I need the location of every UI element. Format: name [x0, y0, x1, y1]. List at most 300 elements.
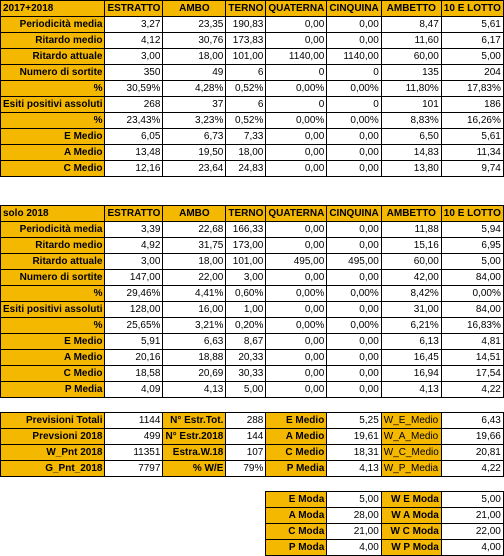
summary-label[interactable]: W_C_Medio [381, 445, 441, 461]
value-cell[interactable]: 0 [327, 97, 381, 113]
summary-value[interactable]: 18,31 [327, 445, 381, 461]
value-cell[interactable]: 6 [226, 65, 266, 81]
column-header[interactable]: AMBETTO [381, 206, 441, 222]
summary-label[interactable]: W_A_Medio [381, 429, 441, 445]
summary-label[interactable]: Previsioni Totali [1, 413, 105, 429]
empty-cell[interactable] [441, 191, 503, 206]
value-cell[interactable]: 31,00 [381, 302, 441, 318]
moda-label[interactable]: W E Moda [381, 492, 441, 508]
row-label[interactable]: Numero di sortite [1, 270, 105, 286]
value-cell[interactable]: 0,00 [327, 129, 381, 145]
column-header[interactable]: 10 E LOTTO [441, 206, 503, 222]
spacer-row [1, 191, 504, 206]
value-cell[interactable]: 0,00% [266, 113, 327, 129]
summary-label[interactable]: Estra.W.18 [163, 445, 226, 461]
empty-cell[interactable] [163, 477, 226, 492]
value-cell[interactable]: 0,00 [327, 33, 381, 49]
value-cell[interactable]: 0,00 [327, 382, 381, 398]
value-cell[interactable]: 0,00% [327, 286, 381, 302]
value-cell[interactable]: 6,95 [441, 238, 503, 254]
summary-value[interactable]: 6,43 [441, 413, 503, 429]
value-cell[interactable]: 0,00% [327, 318, 381, 334]
value-cell[interactable]: 19,50 [163, 145, 226, 161]
value-cell[interactable]: 22,00 [163, 270, 226, 286]
moda-label[interactable]: C Moda [266, 524, 327, 540]
value-cell[interactable]: 0,00 [266, 33, 327, 49]
value-cell[interactable]: 8,67 [226, 334, 266, 350]
value-cell[interactable]: 0,00% [327, 113, 381, 129]
value-cell[interactable]: 5,91 [105, 334, 163, 350]
empty-cell[interactable] [1, 477, 105, 492]
empty-cell[interactable] [381, 191, 441, 206]
row-label[interactable]: Periodicità media [1, 17, 105, 33]
moda-value[interactable]: 4,00 [441, 540, 503, 556]
summary-value[interactable]: 144 [226, 429, 266, 445]
summary-row [1, 445, 504, 461]
value-cell[interactable]: 5,00 [441, 254, 503, 270]
column-header[interactable]: AMBO [163, 1, 226, 17]
value-cell[interactable]: 0,00 [327, 366, 381, 382]
empty-cell[interactable] [163, 177, 226, 192]
moda-value[interactable]: 21,00 [327, 524, 381, 540]
value-cell[interactable]: 350 [105, 65, 163, 81]
moda-value[interactable]: 22,00 [441, 524, 503, 540]
value-cell[interactable]: 25,65% [105, 318, 163, 334]
summary-value[interactable]: 19,66 [441, 429, 503, 445]
empty-cell[interactable] [226, 398, 266, 413]
summary-value[interactable]: 107 [226, 445, 266, 461]
value-cell[interactable]: 0,00 [266, 302, 327, 318]
row-label[interactable]: Ritardo medio [1, 33, 105, 49]
value-cell[interactable]: 20,69 [163, 366, 226, 382]
empty-cell[interactable] [105, 191, 163, 206]
value-cell[interactable]: 18,00 [163, 49, 226, 65]
table-row [1, 238, 504, 254]
value-cell[interactable]: 8,83% [381, 113, 441, 129]
value-cell[interactable]: 173,00 [226, 238, 266, 254]
empty-cell[interactable] [266, 191, 327, 206]
value-cell[interactable]: 18,58 [105, 366, 163, 382]
value-cell[interactable]: 5,94 [441, 222, 503, 238]
value-cell[interactable]: 0,00 [266, 238, 327, 254]
value-cell[interactable]: 84,00 [441, 302, 503, 318]
row-label[interactable]: E Medio [1, 334, 105, 350]
table-row [1, 270, 504, 286]
value-cell[interactable]: 16,83% [441, 318, 503, 334]
row-label[interactable]: C Medio [1, 366, 105, 382]
value-cell[interactable]: 24,83 [226, 161, 266, 177]
value-cell[interactable]: 29,46% [105, 286, 163, 302]
value-cell[interactable]: 3,27 [105, 17, 163, 33]
value-cell[interactable]: 18,00 [163, 254, 226, 270]
value-cell[interactable]: 17,83% [441, 81, 503, 97]
value-cell[interactable]: 4,28% [163, 81, 226, 97]
table-row [1, 145, 504, 161]
value-cell[interactable]: 16,45 [381, 350, 441, 366]
value-cell[interactable]: 6,17 [441, 33, 503, 49]
row-label[interactable]: % [1, 286, 105, 302]
value-cell[interactable]: 6,63 [163, 334, 226, 350]
column-header[interactable]: CINQUINA [327, 206, 381, 222]
table-row [1, 113, 504, 129]
value-cell[interactable]: 23,64 [163, 161, 226, 177]
value-cell[interactable]: 0,00 [327, 222, 381, 238]
summary-label[interactable]: W_P_Media [381, 461, 441, 477]
value-cell[interactable]: 8,42% [381, 286, 441, 302]
empty-cell[interactable] [105, 477, 163, 492]
summary-label[interactable]: Prevsioni 2018 [1, 429, 105, 445]
empty-cell [1, 524, 266, 540]
table-row [1, 49, 504, 65]
value-cell[interactable]: 13,48 [105, 145, 163, 161]
row-label[interactable]: A Medio [1, 350, 105, 366]
t2-header-row [1, 206, 504, 222]
summary-label[interactable]: P Media [266, 461, 327, 477]
table-row [1, 129, 504, 145]
value-cell[interactable]: 18,88 [163, 350, 226, 366]
moda-label[interactable]: E Moda [266, 492, 327, 508]
empty-cell[interactable] [381, 398, 441, 413]
moda-row [1, 492, 504, 508]
value-cell[interactable]: 4,92 [105, 238, 163, 254]
table-row [1, 161, 504, 177]
moda-value[interactable]: 28,00 [327, 508, 381, 524]
value-cell[interactable]: 3,00 [105, 49, 163, 65]
moda-label[interactable]: P Moda [266, 540, 327, 556]
value-cell[interactable]: 49 [163, 65, 226, 81]
empty-cell [1, 540, 266, 556]
table-row [1, 33, 504, 49]
row-label[interactable]: E Medio [1, 129, 105, 145]
empty-cell[interactable] [226, 191, 266, 206]
summary-label[interactable]: G_Pnt_2018 [1, 461, 105, 477]
value-cell[interactable]: 3,39 [105, 222, 163, 238]
value-cell[interactable]: 0,00% [441, 286, 503, 302]
column-header[interactable]: AMBETTO [381, 1, 441, 17]
summary-row [1, 429, 504, 445]
value-cell[interactable]: 60,00 [381, 254, 441, 270]
table-row [1, 334, 504, 350]
row-label[interactable]: C Medio [1, 161, 105, 177]
column-header[interactable]: ESTRATTO [105, 1, 163, 17]
value-cell[interactable]: 4,81 [441, 334, 503, 350]
value-cell[interactable]: 6 [226, 97, 266, 113]
moda-value[interactable]: 5,00 [327, 492, 381, 508]
value-cell[interactable]: 18,00 [226, 145, 266, 161]
summary-value[interactable]: 5,25 [327, 413, 381, 429]
value-cell[interactable]: 7,33 [226, 129, 266, 145]
value-cell[interactable]: 101,00 [226, 49, 266, 65]
table-row [1, 81, 504, 97]
column-header[interactable]: AMBO [163, 206, 226, 222]
value-cell[interactable]: 13,80 [381, 161, 441, 177]
empty-cell[interactable] [441, 398, 503, 413]
value-cell[interactable]: 166,33 [226, 222, 266, 238]
summary-label[interactable]: W_E_Medio [381, 413, 441, 429]
value-cell[interactable]: 0,52% [226, 81, 266, 97]
value-cell[interactable]: 0,00 [266, 161, 327, 177]
empty-cell[interactable] [105, 177, 163, 192]
value-cell[interactable]: 0,00% [327, 81, 381, 97]
value-cell[interactable]: 6,21% [381, 318, 441, 334]
value-cell[interactable]: 0,00 [327, 350, 381, 366]
value-cell[interactable]: 0,52% [226, 113, 266, 129]
value-cell[interactable]: 128,00 [105, 302, 163, 318]
value-cell[interactable]: 6,13 [381, 334, 441, 350]
column-header[interactable]: TERNO [226, 206, 266, 222]
value-cell[interactable]: 0,00% [266, 318, 327, 334]
summary-label[interactable]: C Medio [266, 445, 327, 461]
value-cell[interactable]: 0,00 [266, 129, 327, 145]
empty-cell [1, 492, 266, 508]
value-cell[interactable]: 4,13 [381, 382, 441, 398]
value-cell[interactable]: 9,74 [441, 161, 503, 177]
value-cell[interactable]: 30,59% [105, 81, 163, 97]
value-cell[interactable]: 8,47 [381, 17, 441, 33]
summary-value[interactable]: 288 [226, 413, 266, 429]
empty-cell[interactable] [1, 177, 105, 192]
value-cell[interactable]: 0,00 [266, 334, 327, 350]
value-cell[interactable]: 31,75 [163, 238, 226, 254]
summary-value[interactable]: 499 [105, 429, 163, 445]
value-cell[interactable]: 0,00 [327, 161, 381, 177]
spacer-row [1, 398, 504, 413]
empty-cell[interactable] [1, 398, 105, 413]
column-header[interactable]: TERNO [226, 1, 266, 17]
summary-value[interactable]: 19,61 [327, 429, 381, 445]
value-cell[interactable]: 1140,00 [266, 49, 327, 65]
value-cell[interactable]: 495,00 [327, 254, 381, 270]
column-header[interactable]: ESTRATTO [105, 206, 163, 222]
summary-row [1, 413, 504, 429]
value-cell[interactable]: 3,21% [163, 318, 226, 334]
summary-value[interactable]: 1144 [105, 413, 163, 429]
value-cell[interactable]: 3,00 [226, 270, 266, 286]
table-row [1, 382, 504, 398]
value-cell[interactable]: 0,00 [266, 17, 327, 33]
value-cell[interactable]: 0 [266, 97, 327, 113]
value-cell[interactable]: 0,00 [327, 270, 381, 286]
value-cell[interactable]: 173,83 [226, 33, 266, 49]
row-label[interactable]: Esiti positivi assoluti [1, 302, 105, 318]
value-cell[interactable]: 4,41% [163, 286, 226, 302]
empty-cell[interactable] [266, 398, 327, 413]
empty-cell[interactable] [381, 477, 441, 492]
value-cell[interactable]: 0,00 [266, 270, 327, 286]
summary-row [1, 461, 504, 477]
value-cell[interactable]: 101 [381, 97, 441, 113]
empty-cell[interactable] [1, 191, 105, 206]
summary-label[interactable]: A Medio [266, 429, 327, 445]
summary-label[interactable]: N° Estr.2018 [163, 429, 226, 445]
row-label[interactable]: Ritardo medio [1, 238, 105, 254]
summary-value[interactable]: 7797 [105, 461, 163, 477]
moda-label[interactable]: W P Moda [381, 540, 441, 556]
value-cell[interactable]: 0,00 [266, 366, 327, 382]
value-cell[interactable]: 11,88 [381, 222, 441, 238]
table-row [1, 350, 504, 366]
value-cell[interactable]: 12,16 [105, 161, 163, 177]
table-row [1, 65, 504, 81]
empty-cell[interactable] [327, 398, 381, 413]
moda-value[interactable]: 5,00 [441, 492, 503, 508]
value-cell[interactable]: 3,00 [105, 254, 163, 270]
value-cell[interactable]: 23,43% [105, 113, 163, 129]
empty-cell[interactable] [381, 177, 441, 192]
table-row [1, 302, 504, 318]
value-cell[interactable]: 14,51 [441, 350, 503, 366]
value-cell[interactable]: 0,00 [266, 222, 327, 238]
row-label[interactable]: P Media [1, 382, 105, 398]
empty-cell[interactable] [266, 177, 327, 192]
value-cell[interactable]: 17,54 [441, 366, 503, 382]
value-cell[interactable]: 37 [163, 97, 226, 113]
empty-cell[interactable] [226, 177, 266, 192]
row-label[interactable]: Ritardo attuale [1, 254, 105, 270]
value-cell[interactable]: 84,00 [441, 270, 503, 286]
moda-value[interactable]: 21,00 [441, 508, 503, 524]
value-cell[interactable]: 16,26% [441, 113, 503, 129]
column-header[interactable]: CINQUINA [327, 1, 381, 17]
summary-value[interactable]: 79% [226, 461, 266, 477]
row-label[interactable]: Esiti positivi assoluti [1, 97, 105, 113]
value-cell[interactable]: 20,16 [105, 350, 163, 366]
column-header[interactable]: 10 E LOTTO [441, 1, 503, 17]
moda-row [1, 540, 504, 556]
value-cell[interactable]: 6,05 [105, 129, 163, 145]
value-cell[interactable]: 4,12 [105, 33, 163, 49]
value-cell[interactable]: 190,83 [226, 17, 266, 33]
value-cell[interactable]: 4,13 [163, 382, 226, 398]
value-cell[interactable]: 204 [441, 65, 503, 81]
value-cell[interactable]: 4,22 [441, 382, 503, 398]
value-cell[interactable]: 0,00 [327, 334, 381, 350]
value-cell[interactable]: 5,00 [441, 49, 503, 65]
empty-cell[interactable] [441, 177, 503, 192]
empty-cell[interactable] [163, 191, 226, 206]
row-label[interactable]: % [1, 81, 105, 97]
value-cell[interactable]: 42,00 [381, 270, 441, 286]
value-cell[interactable]: 30,33 [226, 366, 266, 382]
table-row [1, 366, 504, 382]
row-label[interactable]: % [1, 113, 105, 129]
value-cell[interactable]: 0,00 [327, 238, 381, 254]
value-cell[interactable]: 0 [266, 65, 327, 81]
value-cell[interactable]: 0,00 [266, 382, 327, 398]
value-cell[interactable]: 3,23% [163, 113, 226, 129]
value-cell[interactable]: 20,33 [226, 350, 266, 366]
value-cell[interactable]: 6,73 [163, 129, 226, 145]
summary-label[interactable]: N° Estr.Tot. [163, 413, 226, 429]
moda-label[interactable]: A Moda [266, 508, 327, 524]
value-cell[interactable]: 16,00 [163, 302, 226, 318]
value-cell[interactable]: 11,80% [381, 81, 441, 97]
table-title[interactable]: solo 2018 [1, 206, 105, 222]
value-cell[interactable]: 147,00 [105, 270, 163, 286]
empty-cell[interactable] [327, 477, 381, 492]
empty-cell[interactable] [163, 398, 226, 413]
value-cell[interactable]: 0,00 [266, 350, 327, 366]
value-cell[interactable]: 1,00 [226, 302, 266, 318]
spacer-row [1, 477, 504, 492]
value-cell[interactable]: 11,60 [381, 33, 441, 49]
value-cell[interactable]: 30,76 [163, 33, 226, 49]
table-row [1, 286, 504, 302]
moda-value[interactable]: 4,00 [327, 540, 381, 556]
value-cell[interactable]: 15,16 [381, 238, 441, 254]
empty-cell[interactable] [226, 477, 266, 492]
moda-row [1, 524, 504, 540]
empty-cell[interactable] [105, 398, 163, 413]
summary-value[interactable]: 4,22 [441, 461, 503, 477]
row-label[interactable]: Periodicità media [1, 222, 105, 238]
value-cell[interactable]: 0 [327, 65, 381, 81]
value-cell[interactable]: 0,00 [327, 302, 381, 318]
value-cell[interactable]: 22,68 [163, 222, 226, 238]
summary-value[interactable]: 4,13 [327, 461, 381, 477]
empty-cell[interactable] [441, 477, 503, 492]
table-title[interactable]: 2017+2018 [1, 1, 105, 17]
value-cell[interactable]: 101,00 [226, 254, 266, 270]
table-row [1, 97, 504, 113]
summary-label[interactable]: % W/E [163, 461, 226, 477]
value-cell[interactable]: 5,61 [441, 129, 503, 145]
value-cell[interactable]: 0,00 [266, 145, 327, 161]
value-cell[interactable]: 4,09 [105, 382, 163, 398]
empty-cell[interactable] [327, 191, 381, 206]
value-cell[interactable]: 0,60% [226, 286, 266, 302]
summary-value[interactable]: 11351 [105, 445, 163, 461]
value-cell[interactable]: 0,00 [327, 145, 381, 161]
column-header[interactable]: QUATERNA [266, 1, 327, 17]
table-row [1, 318, 504, 334]
moda-row [1, 508, 504, 524]
value-cell[interactable]: 6,50 [381, 129, 441, 145]
value-cell[interactable]: 186 [441, 97, 503, 113]
moda-label[interactable]: W A Moda [381, 508, 441, 524]
value-cell[interactable]: 60,00 [381, 49, 441, 65]
column-header[interactable]: QUATERNA [266, 206, 327, 222]
value-cell[interactable]: 0,20% [226, 318, 266, 334]
value-cell[interactable]: 16,94 [381, 366, 441, 382]
value-cell[interactable]: 268 [105, 97, 163, 113]
value-cell[interactable]: 495,00 [266, 254, 327, 270]
empty-cell[interactable] [327, 177, 381, 192]
empty-cell[interactable] [266, 477, 327, 492]
value-cell[interactable]: 0,00 [327, 17, 381, 33]
value-cell[interactable]: 0,00% [266, 81, 327, 97]
moda-label[interactable]: W C Moda [381, 524, 441, 540]
table-row [1, 222, 504, 238]
row-label[interactable]: Numero di sortite [1, 65, 105, 81]
value-cell[interactable]: 14,83 [381, 145, 441, 161]
row-label[interactable]: Ritardo attuale [1, 49, 105, 65]
summary-label[interactable]: W_Pnt 2018 [1, 445, 105, 461]
row-label[interactable]: % [1, 318, 105, 334]
value-cell[interactable]: 5,00 [226, 382, 266, 398]
value-cell[interactable]: 0,00% [266, 286, 327, 302]
summary-label[interactable]: E Medio [266, 413, 327, 429]
value-cell[interactable]: 23,35 [163, 17, 226, 33]
value-cell[interactable]: 5,61 [441, 17, 503, 33]
value-cell[interactable]: 1140,00 [327, 49, 381, 65]
summary-value[interactable]: 20,81 [441, 445, 503, 461]
empty-cell [1, 508, 266, 524]
row-label[interactable]: A Medio [1, 145, 105, 161]
value-cell[interactable]: 11,34 [441, 145, 503, 161]
value-cell[interactable]: 135 [381, 65, 441, 81]
table-row [1, 17, 504, 33]
